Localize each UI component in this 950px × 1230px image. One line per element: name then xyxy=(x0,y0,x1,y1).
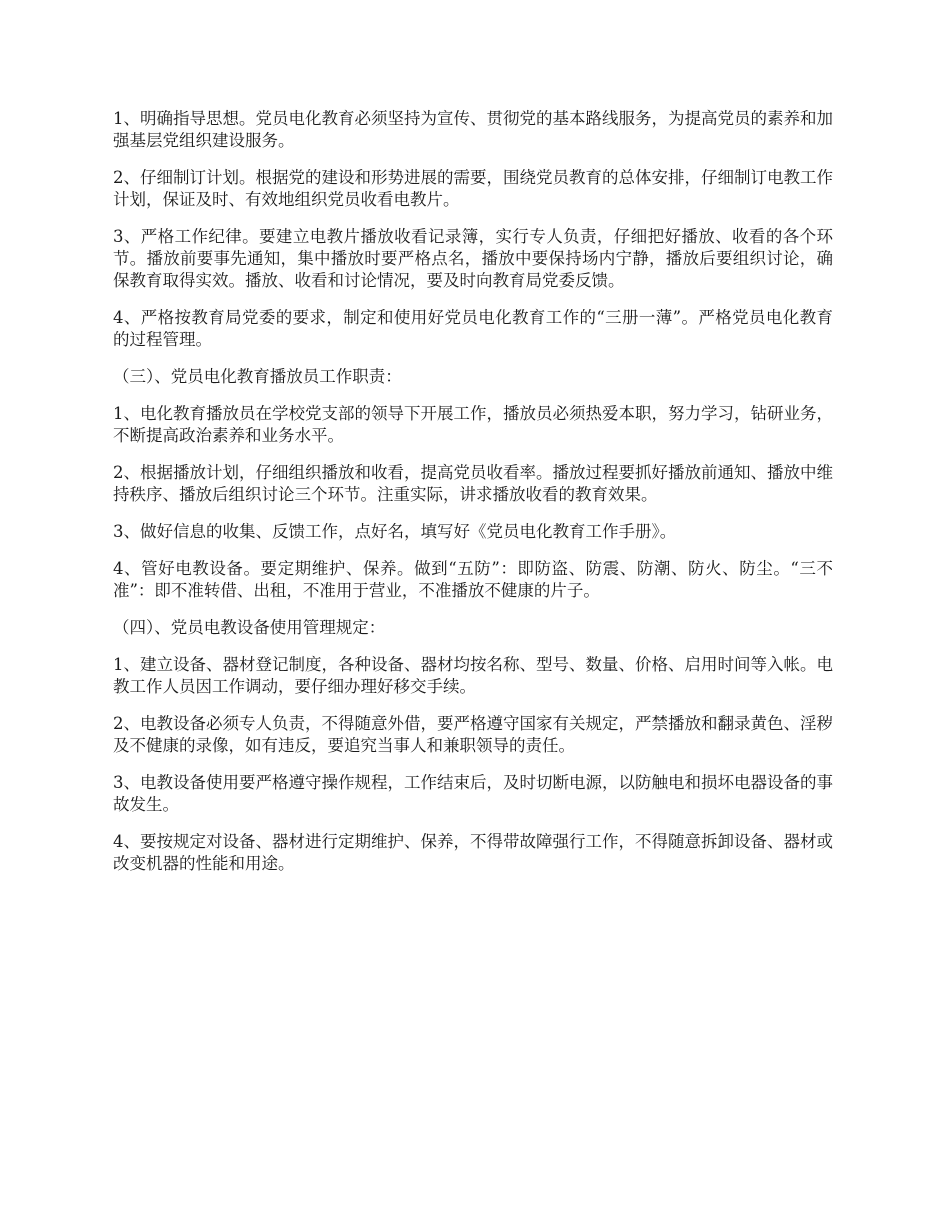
paragraph: 3、严格工作纪律。要建立电教片播放收看记录簿，实行专人负责，仔细把好播放、收看的各个环节。播放前要事先通知，集中播放时要严格点名，播放中要保持场内宁静，播放后要组织讨论，确保教育取得实效。播放、收看和讨论情况，要及时向教育局党委反馈。 xyxy=(113,227,833,290)
paragraph: 2、电教设备必须专人负责，不得随意外借，要严格遵守国家有关规定，严禁播放和翻录黄色、淫秽及不健康的录像，如有违反，要追究当事人和兼职领导的责任。 xyxy=(113,714,833,755)
paragraph: 3、电教设备使用要严格遵守操作规程，工作结束后，及时切断电源，以防触电和损坏电器设备的事故发生。 xyxy=(113,773,833,814)
paragraph: 1、明确指导思想。党员电化教育必须坚持为宣传、贯彻党的基本路线服务，为提高党员的素养和加强基层党组织建设服务。 xyxy=(113,109,833,150)
paragraph: 4、要按规定对设备、器材进行定期维护、保养，不得带故障强行工作，不得随意拆卸设备、器材或改变机器的性能和用途。 xyxy=(113,832,833,873)
paragraph: 3、做好信息的收集、反馈工作，点好名，填写好《党员电化教育工作手册》。 xyxy=(113,522,677,541)
paragraph: 1、建立设备、器材登记制度，各种设备、器材均按名称、型号、数量、价格、启用时间等入帐。电教工作人员因工作调动，要仔细办理好移交手续。 xyxy=(113,655,833,696)
section-heading: （三）、党员电化教育播放员工作职责： xyxy=(113,367,402,386)
paragraph: 2、仔细制订计划。根据党的建设和形势进展的需要，围绕党员教育的总体安排，仔细制订电教工作计划，保证及时、有效地组织党员收看电教片。 xyxy=(113,168,833,209)
paragraph: 1、电化教育播放员在学校党支部的领导下开展工作，播放员必须热爱本职，努力学习，钻研业务，不断提高政治素养和业务水平。 xyxy=(113,404,833,445)
paragraph: 4、严格按教育局党委的要求，制定和使用好党员电化教育工作的“三册一薄”。严格党员电化教育的过程管理。 xyxy=(113,308,833,349)
paragraph: 2、根据播放计划，仔细组织播放和收看，提高党员收看率。播放过程要抓好播放前通知、播放中维持秩序、播放后组织讨论三个环节。注重实际，讲求播放收看的教育效果。 xyxy=(113,463,833,504)
section-heading: （四）、党员电教设备使用管理规定： xyxy=(113,618,386,637)
paragraph: 4、管好电教设备。要定期维护、保养。做到“五防”：即防盗、防震、防潮、防火、防尘。“三不准”：即不准转借、出租，不准用于营业，不准播放不健康的片子。 xyxy=(113,559,833,600)
document-page xyxy=(113,108,833,890)
